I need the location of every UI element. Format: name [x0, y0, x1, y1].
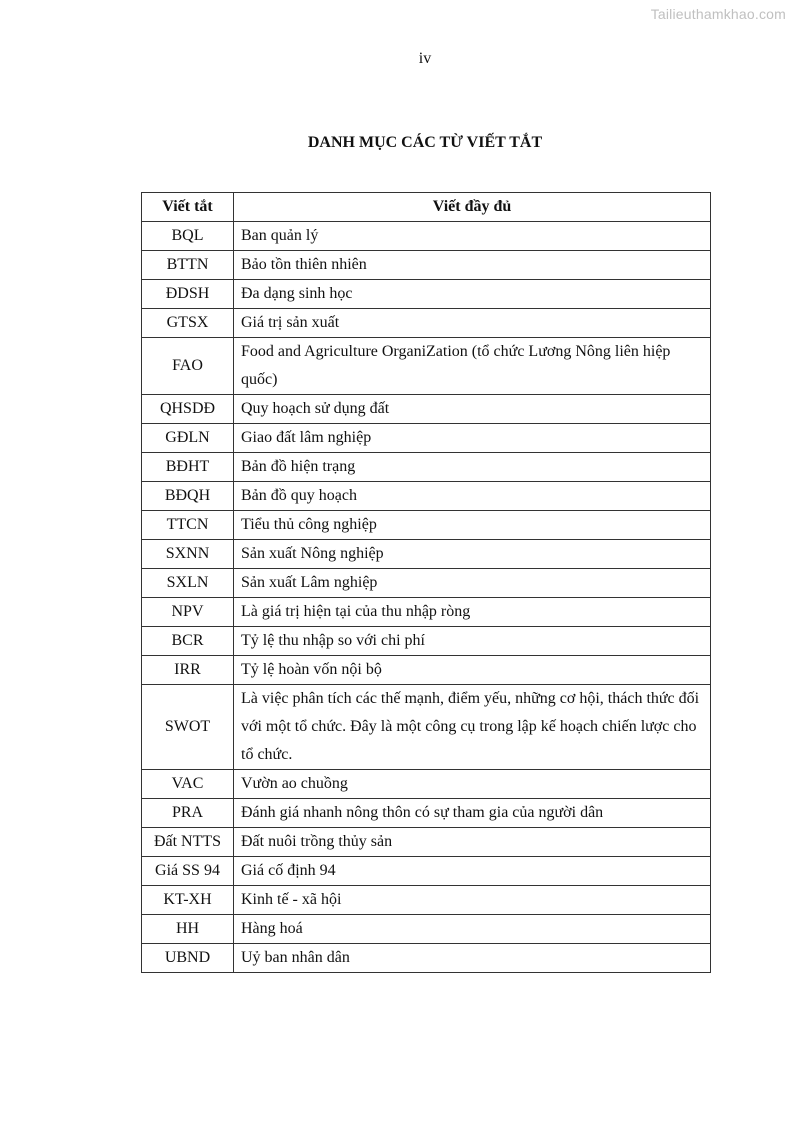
full-form-cell: Bản đồ quy hoạch [234, 482, 711, 511]
table-row [142, 656, 711, 685]
table-row [142, 685, 711, 770]
full-form-cell: Sản xuất Nông nghiệp [234, 540, 711, 569]
abbreviation-cell: BĐQH [142, 482, 234, 511]
full-form-cell: Giá cố định 94 [234, 857, 711, 886]
abbreviation-cell: BTTN [142, 251, 234, 280]
full-form-cell: Là việc phân tích các thế mạnh, điểm yếu, những cơ hội, thách thức đối với một tổ chức. Đây là một công cụ trong lập kế hoạch chiến lược cho tổ chức. [234, 685, 711, 770]
page-title: DANH MỤC CÁC TỪ VIẾT TẮT [307, 134, 543, 151]
table-row [142, 857, 711, 886]
full-form-cell: Đa dạng sinh học [234, 280, 711, 309]
full-form-cell: Uỷ ban nhân dân [234, 944, 711, 973]
full-form-cell: Bảo tồn thiên nhiên [234, 251, 711, 280]
full-form-cell: Đất nuôi trồng thủy sản [234, 828, 711, 857]
full-form-cell: Giao đất lâm nghiệp [234, 424, 711, 453]
full-form-cell: Sản xuất Lâm nghiệp [234, 569, 711, 598]
abbreviation-cell: IRR [142, 656, 234, 685]
abbreviation-cell: NPV [142, 598, 234, 627]
full-form-cell: Vườn ao chuồng [234, 770, 711, 799]
full-form-cell: Kinh tế - xã hội [234, 886, 711, 915]
abbreviation-cell: Đất NTTS [142, 828, 234, 857]
abbreviation-cell: VAC [142, 770, 234, 799]
header-abbreviation: Viết tắt [142, 193, 234, 222]
abbreviation-cell: SXNN [142, 540, 234, 569]
full-form-cell: Ban quản lý [234, 222, 711, 251]
table-row [142, 395, 711, 424]
abbreviation-cell: FAO [142, 338, 234, 395]
table-row [142, 828, 711, 857]
table-row [142, 944, 711, 973]
table-body [142, 222, 711, 973]
abbreviation-cell: HH [142, 915, 234, 944]
abbreviation-cell: GTSX [142, 309, 234, 338]
full-form-cell: Tiểu thủ công nghiệp [234, 511, 711, 540]
abbreviation-cell: SWOT [142, 685, 234, 770]
table-row [142, 453, 711, 482]
full-form-cell: Quy hoạch sử dụng đất [234, 395, 711, 424]
abbreviation-cell: SXLN [142, 569, 234, 598]
abbreviation-cell: ĐDSH [142, 280, 234, 309]
table-row [142, 627, 711, 656]
abbreviation-cell: GĐLN [142, 424, 234, 453]
header-full-form: Viết đầy đủ [234, 193, 711, 222]
full-form-cell: Là giá trị hiện tại của thu nhập ròng [234, 598, 711, 627]
abbreviation-cell: KT-XH [142, 886, 234, 915]
abbreviation-table [141, 192, 711, 973]
abbreviation-cell: BCR [142, 627, 234, 656]
abbreviation-cell: PRA [142, 799, 234, 828]
table-row [142, 886, 711, 915]
table-row [142, 799, 711, 828]
table-row [142, 569, 711, 598]
full-form-cell: Bản đồ hiện trạng [234, 453, 711, 482]
abbreviation-cell: BQL [142, 222, 234, 251]
full-form-cell: Tỷ lệ thu nhập so với chi phí [234, 627, 711, 656]
table-row [142, 338, 711, 395]
table-row [142, 251, 711, 280]
abbreviation-cell: QHSDĐ [142, 395, 234, 424]
abbreviation-cell: UBND [142, 944, 234, 973]
table-row [142, 309, 711, 338]
table-row [142, 915, 711, 944]
full-form-cell: Hàng hoá [234, 915, 711, 944]
abbreviation-cell: BĐHT [142, 453, 234, 482]
abbreviation-cell: Giá SS 94 [142, 857, 234, 886]
table-row [142, 280, 711, 309]
watermark: Tailieuthamkhao.com [650, 6, 786, 22]
table-row [142, 598, 711, 627]
table-row [142, 222, 711, 251]
page-number: iv [418, 50, 432, 67]
table-row [142, 482, 711, 511]
table-row [142, 424, 711, 453]
table-header-row [142, 193, 711, 222]
full-form-cell: Tỷ lệ hoàn vốn nội bộ [234, 656, 711, 685]
full-form-cell: Đánh giá nhanh nông thôn có sự tham gia của người dân [234, 799, 711, 828]
full-form-cell: Giá trị sản xuất [234, 309, 711, 338]
table-row [142, 770, 711, 799]
abbreviation-cell: TTCN [142, 511, 234, 540]
full-form-cell: Food and Agriculture OrganiZation (tổ chức Lương Nông liên hiệp quốc) [234, 338, 711, 395]
table-row [142, 540, 711, 569]
table-row [142, 511, 711, 540]
